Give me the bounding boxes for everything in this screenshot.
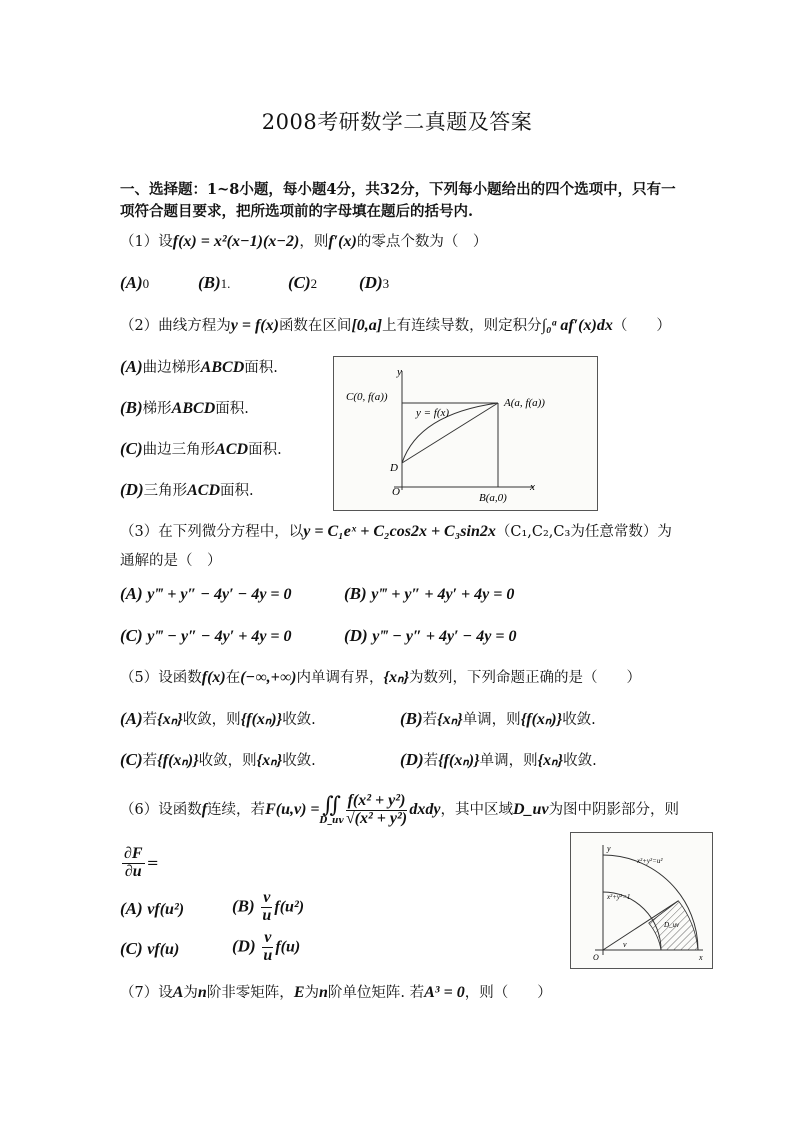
q3-option-d[interactable] <box>344 625 516 648</box>
option-pre: 若 <box>142 753 158 769</box>
q2-option-d[interactable] <box>120 479 254 502</box>
q7-n1: n <box>197 984 207 1001</box>
option-mid: 单调，则 <box>479 753 538 769</box>
q3-prefix: （3）在下列微分方程中，以 <box>120 524 304 540</box>
option-label: (B) <box>232 896 255 916</box>
q3-option-c[interactable] <box>120 625 292 648</box>
option-label: (D) <box>359 273 383 292</box>
option-expr: f(u²) <box>274 898 305 916</box>
option-b: {f(xₙ)} <box>520 711 563 728</box>
q1-formula: f(x) = x²(x−1)(x−2) <box>172 233 300 250</box>
option-a: {f(xₙ)} <box>438 752 480 769</box>
option-a: {xₙ} <box>157 711 183 728</box>
q2-option-a[interactable] <box>120 356 278 379</box>
q6-option-a[interactable] <box>120 898 184 921</box>
q2-formula: y = f(x) <box>230 317 279 334</box>
q7-e: E <box>293 984 305 1001</box>
option-obj: ACD <box>187 482 221 499</box>
q6-suffix: 为图中阴影部分，则 <box>548 802 680 818</box>
q6-option-d[interactable] <box>232 930 300 965</box>
q6-integrand-num: f(x² + y²) <box>347 791 406 809</box>
option-expr: f(u) <box>275 938 301 956</box>
q6-fig-region: D_uv <box>664 921 680 929</box>
q7-suffix: ，则（ ） <box>464 985 552 1001</box>
q1-suffix: 的零点个数为（ ） <box>356 234 488 250</box>
q6-domain: D_uv <box>319 815 344 826</box>
q6-option-b[interactable] <box>232 890 304 925</box>
fig-o-label: O <box>392 486 400 498</box>
q1-option-c[interactable] <box>288 272 317 295</box>
q5-seq: {xₙ} <box>383 669 410 686</box>
option-post: 面积. <box>220 483 254 499</box>
option-obj: ACD <box>215 441 249 458</box>
option-post: 面积. <box>244 360 278 376</box>
option-label: (B) <box>198 273 221 292</box>
q6-mid2: ，其中区域 <box>440 802 513 818</box>
q6-f: f <box>201 801 208 818</box>
q5-suffix: 为数列，下列命题正确的是（ ） <box>409 670 642 686</box>
option-b: {xₙ} <box>537 752 564 769</box>
q7-a: A <box>172 984 184 1001</box>
option-pre: 梯形 <box>142 401 172 417</box>
q7-mid2: 阶非零矩阵， <box>206 985 294 1001</box>
q3-formula: y = C₁eˣ + C₂cos2x + C₃sin2x <box>303 523 496 540</box>
q6-equals: = <box>146 855 159 872</box>
option-text: 1. <box>220 276 231 291</box>
option-den: u <box>263 946 273 964</box>
option-label: (C) <box>120 750 143 769</box>
q2-prefix: （2）曲线方程为 <box>120 318 231 334</box>
q2-mid2: 上有连续导数，则定积分 <box>382 318 542 334</box>
option-label: (A) <box>120 357 143 376</box>
q6-figure-svg <box>571 833 712 968</box>
option-num: v <box>264 929 272 946</box>
option-eq: y‴ − y″ + 4y′ − 4y = 0 <box>372 628 517 645</box>
q7-stem <box>120 983 552 1003</box>
option-mid: 单调，则 <box>462 712 521 728</box>
q3-stem-line1 <box>120 522 672 542</box>
option-label: (D) <box>120 480 144 499</box>
q2-figure-svg <box>334 357 597 510</box>
option-obj: ABCD <box>171 400 216 417</box>
q5-mid2: 内单调有界， <box>296 670 384 686</box>
option-b: {xₙ} <box>256 752 283 769</box>
option-pre: 若 <box>142 712 158 728</box>
option-pre: 曲边梯形 <box>142 360 201 376</box>
q1-prefix: （1）设 <box>120 234 173 250</box>
option-label: (B) <box>120 398 143 417</box>
q2-interval: [0,a] <box>351 317 383 334</box>
q1-option-a[interactable] <box>120 272 149 295</box>
q5-interval: (−∞,+∞) <box>240 669 297 686</box>
q6-partial-den: ∂u <box>124 862 142 880</box>
q7-n2: n <box>318 984 328 1001</box>
option-label: (A) <box>120 584 143 603</box>
q6-integrand-den: √(x² + y²) <box>345 809 408 827</box>
option-expr: vf(u²) <box>147 901 185 918</box>
option-a: {f(xₙ)} <box>157 752 199 769</box>
option-label: (D) <box>344 626 368 645</box>
option-label: (B) <box>344 584 367 603</box>
q5-option-a[interactable] <box>120 708 316 731</box>
option-a: {xₙ} <box>437 711 463 728</box>
fig-a-label: A(a, f(a)) <box>504 397 545 409</box>
fig-d-label: D <box>390 462 398 474</box>
q7-mid4: 阶单位矩阵. 若 <box>327 985 425 1001</box>
q6-lhs: F(u,v) = <box>265 801 320 818</box>
q1-stem <box>120 232 487 252</box>
q6-dxdy: dxdy <box>409 801 441 818</box>
option-label: (A) <box>120 899 143 918</box>
option-den: u <box>262 906 272 924</box>
q6-prefix: （6）设函数 <box>120 802 202 818</box>
option-eq: y‴ + y″ − 4y′ − 4y = 0 <box>147 586 292 603</box>
option-pre: 三角形 <box>143 483 188 499</box>
option-text: 2 <box>310 276 318 291</box>
q6-fig-x: x <box>699 953 703 962</box>
option-text: 0 <box>142 276 150 291</box>
option-label: (A) <box>120 273 143 292</box>
q5-option-b[interactable] <box>400 708 596 731</box>
q6-fig-y: y <box>607 844 611 853</box>
q3-paren: （C₁,C₂,C₃为任意常数）为 <box>495 524 672 540</box>
section-header-line2: 项符合题目要求，把所选项前的字母填在题后的括号内. <box>120 203 474 220</box>
q2-option-c[interactable] <box>120 438 282 461</box>
q5-option-d[interactable] <box>400 749 597 772</box>
q1-option-b[interactable] <box>198 272 230 295</box>
option-label: (D) <box>400 750 424 769</box>
q5-prefix: （5）设函数 <box>120 670 202 686</box>
option-expr: vf(u) <box>147 941 180 958</box>
option-label: (C) <box>120 626 143 645</box>
option-eq: y‴ − y″ − 4y′ + 4y = 0 <box>147 628 292 645</box>
q6-region: D_uv <box>513 801 549 818</box>
fig-x-label: x <box>530 481 535 493</box>
q6-mid1: 连续，若 <box>207 802 266 818</box>
q6-partial <box>120 846 159 881</box>
q6-partial-num: ∂F <box>124 845 143 862</box>
fig-c-label: C(0, f(a)) <box>346 391 388 403</box>
q1-mid: ，则 <box>299 234 329 250</box>
q2-figure <box>333 356 598 511</box>
q6-figure <box>570 832 713 969</box>
option-post: 收敛. <box>282 712 316 728</box>
option-label: (B) <box>400 709 423 728</box>
q6-fig-angle: v <box>623 940 627 949</box>
option-post: 面积. <box>215 401 249 417</box>
q6-stem <box>120 788 679 832</box>
q3-option-b[interactable] <box>344 583 514 606</box>
q6-fig-outer: x²+y²=u² <box>637 857 663 865</box>
q2-integral: ∫₀ᵃ af′(x)dx <box>541 317 613 334</box>
option-post: 面积. <box>248 442 282 458</box>
q5-fx: f(x) <box>201 669 226 686</box>
q1-formula2: f′(x) <box>328 233 357 250</box>
option-label: (D) <box>232 936 256 956</box>
q7-prefix: （7）设 <box>120 985 173 1001</box>
option-post: 收敛. <box>282 753 316 769</box>
q5-stem <box>120 668 641 688</box>
fig-curve-label: y = f(x) <box>416 407 450 419</box>
option-label: (C) <box>120 439 143 458</box>
option-label: (C) <box>120 939 143 958</box>
option-obj: ABCD <box>200 359 245 376</box>
option-label: (C) <box>288 273 311 292</box>
option-num: v <box>263 889 271 906</box>
q6-option-c[interactable] <box>120 938 179 961</box>
option-label: (A) <box>120 709 143 728</box>
option-b: {f(xₙ)} <box>240 711 283 728</box>
q6-integral-sign: ∬ <box>322 792 341 818</box>
q2-suffix: （ ） <box>612 318 671 334</box>
option-pre: 若 <box>422 712 438 728</box>
option-mid: 收敛，则 <box>182 712 241 728</box>
option-post: 收敛. <box>562 712 596 728</box>
q6-fig-o: O <box>593 953 599 962</box>
q7-mid3: 为 <box>304 985 319 1001</box>
q7-mid1: 为 <box>183 985 198 1001</box>
option-pre: 若 <box>423 753 439 769</box>
q5-mid1: 在 <box>225 670 241 686</box>
q3-stem-line2: 通解的是（ ） <box>120 553 222 569</box>
option-post: 收敛. <box>563 753 597 769</box>
q1-option-d[interactable] <box>359 272 389 295</box>
option-eq: y‴ + y″ + 4y′ + 4y = 0 <box>371 586 515 603</box>
q5-option-c[interactable] <box>120 749 316 772</box>
page-title: 2008考研数学二真题及答案 <box>261 110 533 134</box>
q2-mid1: 函数在区间 <box>278 318 352 334</box>
q2-stem <box>120 316 671 336</box>
q2-option-b[interactable] <box>120 397 249 420</box>
fig-b-label: B(a,0) <box>479 492 507 504</box>
fig-y-label: y <box>397 366 402 378</box>
option-mid: 收敛，则 <box>198 753 257 769</box>
q3-option-a[interactable] <box>120 583 292 606</box>
option-pre: 曲边三角形 <box>142 442 216 458</box>
q6-fig-inner: x²+y²=1 <box>607 893 631 901</box>
q7-cond: A³ = 0 <box>424 984 465 1001</box>
section-header-line1: 一、选择题：1~8小题，每小题4分，共32分，下列每小题给出的四个选项中，只有一 <box>120 181 676 198</box>
option-text: 3 <box>382 276 390 291</box>
